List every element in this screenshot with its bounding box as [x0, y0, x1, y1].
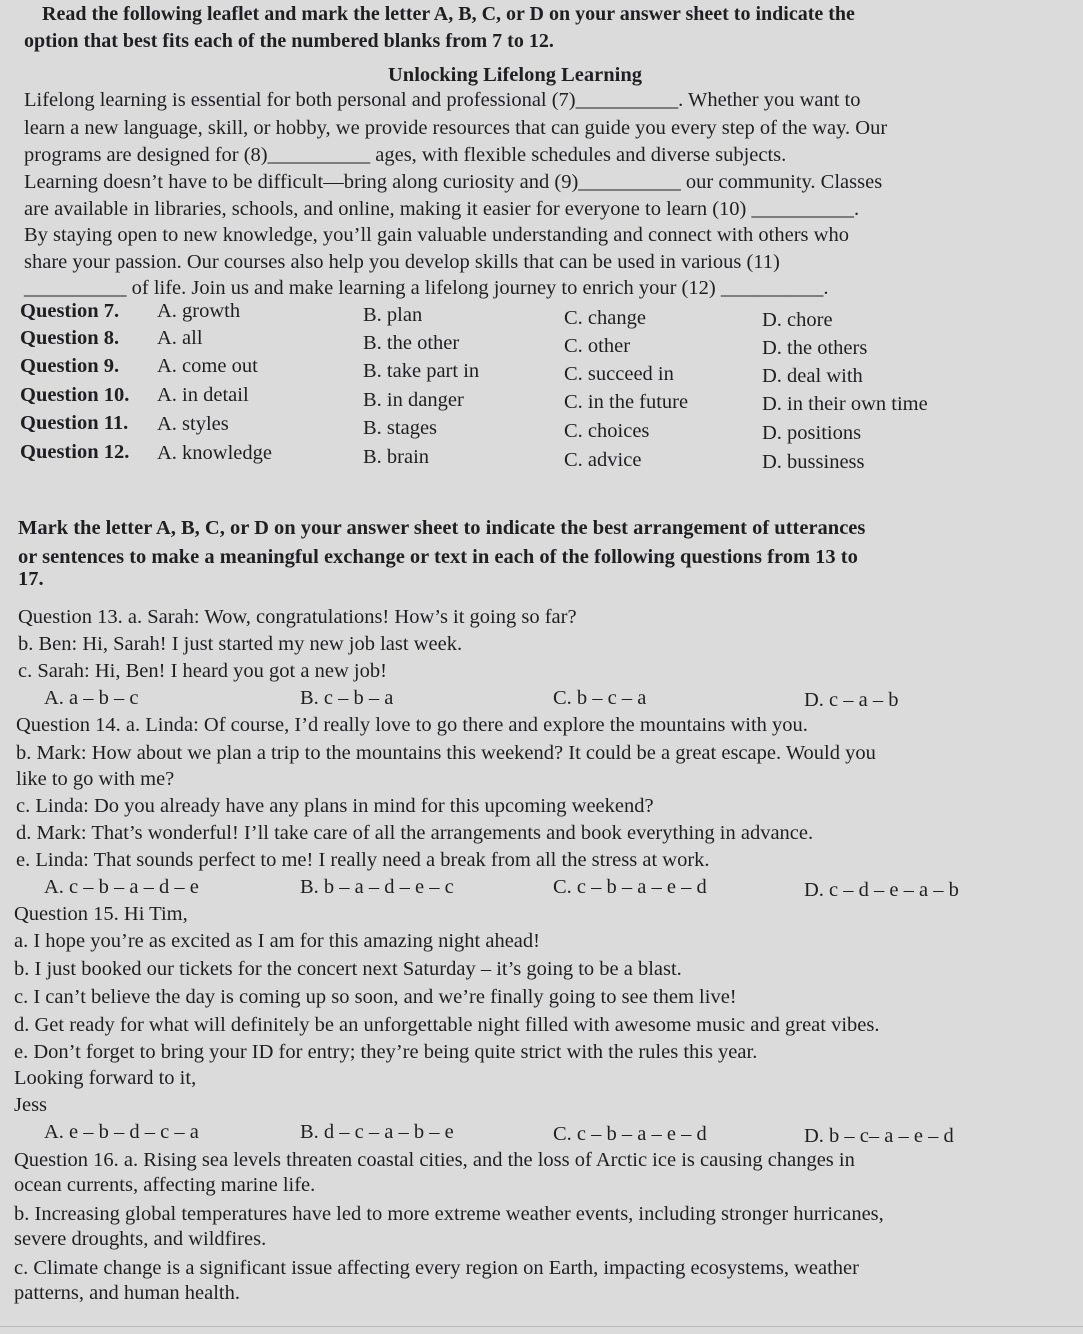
- q15-line-6: e. Don’t forget to bring your ID for entry; they’re being quite strict with the rules this year.: [14, 1041, 758, 1063]
- option-a: A. styles: [157, 413, 229, 435]
- q15-line-5: d. Get ready for what will definitely be an unforgettable night filled with awesome music and great vibes.: [14, 1014, 880, 1036]
- option-b: B. b – a – d – e – c: [300, 876, 454, 898]
- option-b: B. c – b – a: [300, 687, 394, 709]
- q15-line-7: Looking forward to it,: [14, 1067, 197, 1089]
- q14-line-4: c. Linda: Do you already have any plans in mind for this upcoming weekend?: [16, 795, 654, 817]
- question-label: Question 8.: [20, 327, 120, 349]
- option-b: B. brain: [363, 446, 430, 468]
- option-c: C. advice: [564, 449, 642, 471]
- option-d: D. the others: [762, 337, 868, 359]
- option-a: A. c – b – a – d – e: [44, 876, 199, 898]
- q16-line-1: Question 16. a. Rising sea levels threaten coastal cities, and the loss of Arctic ice is causing changes in: [14, 1149, 855, 1171]
- q15-line-3: b. I just booked our tickets for the concert next Saturday – it’s going to be a blast.: [14, 958, 682, 980]
- q13-line-3: c. Sarah: Hi, Ben! I heard you got a new job!: [18, 660, 387, 682]
- q16-line-4: severe droughts, and wildfires.: [14, 1228, 267, 1250]
- instruction-2-line-2: or sentences to make a meaningful exchange or text in each of the following questions from 13 to: [18, 546, 858, 568]
- q15-line-2: a. I hope you’re as excited as I am for this amazing night ahead!: [14, 930, 540, 952]
- leaflet-title: Unlocking Lifelong Learning: [387, 64, 642, 86]
- option-b: B. plan: [363, 304, 423, 326]
- instruction-2-line-3: 17.: [18, 568, 44, 590]
- leaflet-line-5: are available in libraries, schools, and online, making it easier for everyone to learn (10) __________.: [24, 198, 860, 220]
- leaflet-line-7: share your passion. Our courses also help you develop skills that can be used in various (11): [24, 251, 780, 273]
- instruction-1-line-2: option that best fits each of the numbered blanks from 7 to 12.: [24, 30, 554, 52]
- question-label: Question 12.: [20, 441, 130, 463]
- option-d: D. in their own time: [762, 393, 928, 415]
- option-c: C. change: [564, 307, 646, 329]
- option-d: D. c – a – b: [804, 689, 899, 711]
- option-a: A. all: [157, 327, 203, 349]
- leaflet-line-8: __________ of life. Join us and make learning a lifelong journey to enrich your (12) __________.: [24, 277, 829, 299]
- question-label: Question 11.: [20, 412, 129, 434]
- option-b: B. in danger: [363, 389, 464, 411]
- option-b: B. d – c – a – b – e: [300, 1121, 454, 1143]
- question-label: Question 9.: [20, 355, 120, 377]
- option-c: C. c – b – a – e – d: [553, 876, 707, 898]
- q15-line-4: c. I can’t believe the day is coming up so soon, and we’re finally going to see them live!: [14, 986, 737, 1008]
- option-d: D. chore: [762, 309, 833, 331]
- page-bottom-edge: [0, 1326, 1083, 1327]
- option-a: A. in detail: [157, 384, 249, 406]
- option-d: D. b – c– a – e – d: [804, 1125, 954, 1147]
- q13-line-1: Question 13. a. Sarah: Wow, congratulations! How’s it going so far?: [18, 606, 577, 628]
- leaflet-line-1: Lifelong learning is essential for both personal and professional (7)__________. Whether you want to: [24, 89, 861, 111]
- q16-line-3: b. Increasing global temperatures have led to more extreme weather events, including stronger hurricanes,: [14, 1203, 884, 1225]
- instruction-1-line-1: Read the following leaflet and mark the letter A, B, C, or D on your answer sheet to indicate the: [42, 3, 855, 25]
- instruction-2-line-1: Mark the letter A, B, C, or D on your answer sheet to indicate the best arrangement of utterances: [18, 517, 866, 539]
- q15-line-1: Question 15. Hi Tim,: [14, 903, 188, 925]
- option-a: A. a – b – c: [44, 687, 139, 709]
- option-b: B. the other: [363, 332, 460, 354]
- question-label: Question 10.: [20, 384, 130, 406]
- q13-line-2: b. Ben: Hi, Sarah! I just started my new job last week.: [18, 633, 463, 655]
- q14-line-2: b. Mark: How about we plan a trip to the mountains this weekend? It could be a great escape. Would you: [16, 742, 876, 764]
- option-d: D. positions: [762, 422, 862, 444]
- option-d: D. bussiness: [762, 451, 865, 473]
- leaflet-line-6: By staying open to new knowledge, you’ll gain valuable understanding and connect with others who: [24, 224, 849, 246]
- option-c: C. b – c – a: [553, 687, 647, 709]
- option-c: C. c – b – a – e – d: [553, 1123, 707, 1145]
- q14-line-5: d. Mark: That’s wonderful! I’ll take care of all the arrangements and book everything in advance.: [16, 822, 814, 844]
- option-a: A. e – b – d – c – a: [44, 1121, 199, 1143]
- question-label: Question 7.: [20, 300, 120, 322]
- option-a: A. growth: [157, 300, 241, 322]
- leaflet-line-4: Learning doesn’t have to be difficult—bring along curiosity and (9)__________ our community. Classes: [24, 171, 883, 193]
- option-b: B. take part in: [363, 360, 480, 382]
- leaflet-line-2: learn a new language, skill, or hobby, we provide resources that can guide you every step of the way. Our: [24, 117, 888, 139]
- option-c: C. other: [564, 335, 631, 357]
- option-a: A. knowledge: [157, 442, 273, 464]
- q16-line-2: ocean currents, affecting marine life.: [14, 1174, 316, 1196]
- option-b: B. stages: [363, 417, 438, 439]
- q15-line-8: Jess: [14, 1094, 48, 1116]
- q16-line-5: c. Climate change is a significant issue affecting every region on Earth, impacting ecosystems, weather: [14, 1257, 859, 1279]
- option-d: D. deal with: [762, 365, 863, 387]
- q14-line-3: like to go with me?: [16, 768, 175, 790]
- option-c: C. choices: [564, 420, 650, 442]
- q14-line-1: Question 14. a. Linda: Of course, I’d really love to go there and explore the mountains with you.: [16, 714, 808, 736]
- option-c: C. succeed in: [564, 363, 674, 385]
- option-d: D. c – d – e – a – b: [804, 879, 959, 901]
- option-c: C. in the future: [564, 391, 689, 413]
- q16-line-6: patterns, and human health.: [14, 1282, 241, 1304]
- q14-line-6: e. Linda: That sounds perfect to me! I really need a break from all the stress at work.: [16, 849, 710, 871]
- option-a: A. come out: [157, 355, 258, 377]
- leaflet-line-3: programs are designed for (8)__________ ages, with flexible schedules and diverse subjects.: [24, 144, 787, 166]
